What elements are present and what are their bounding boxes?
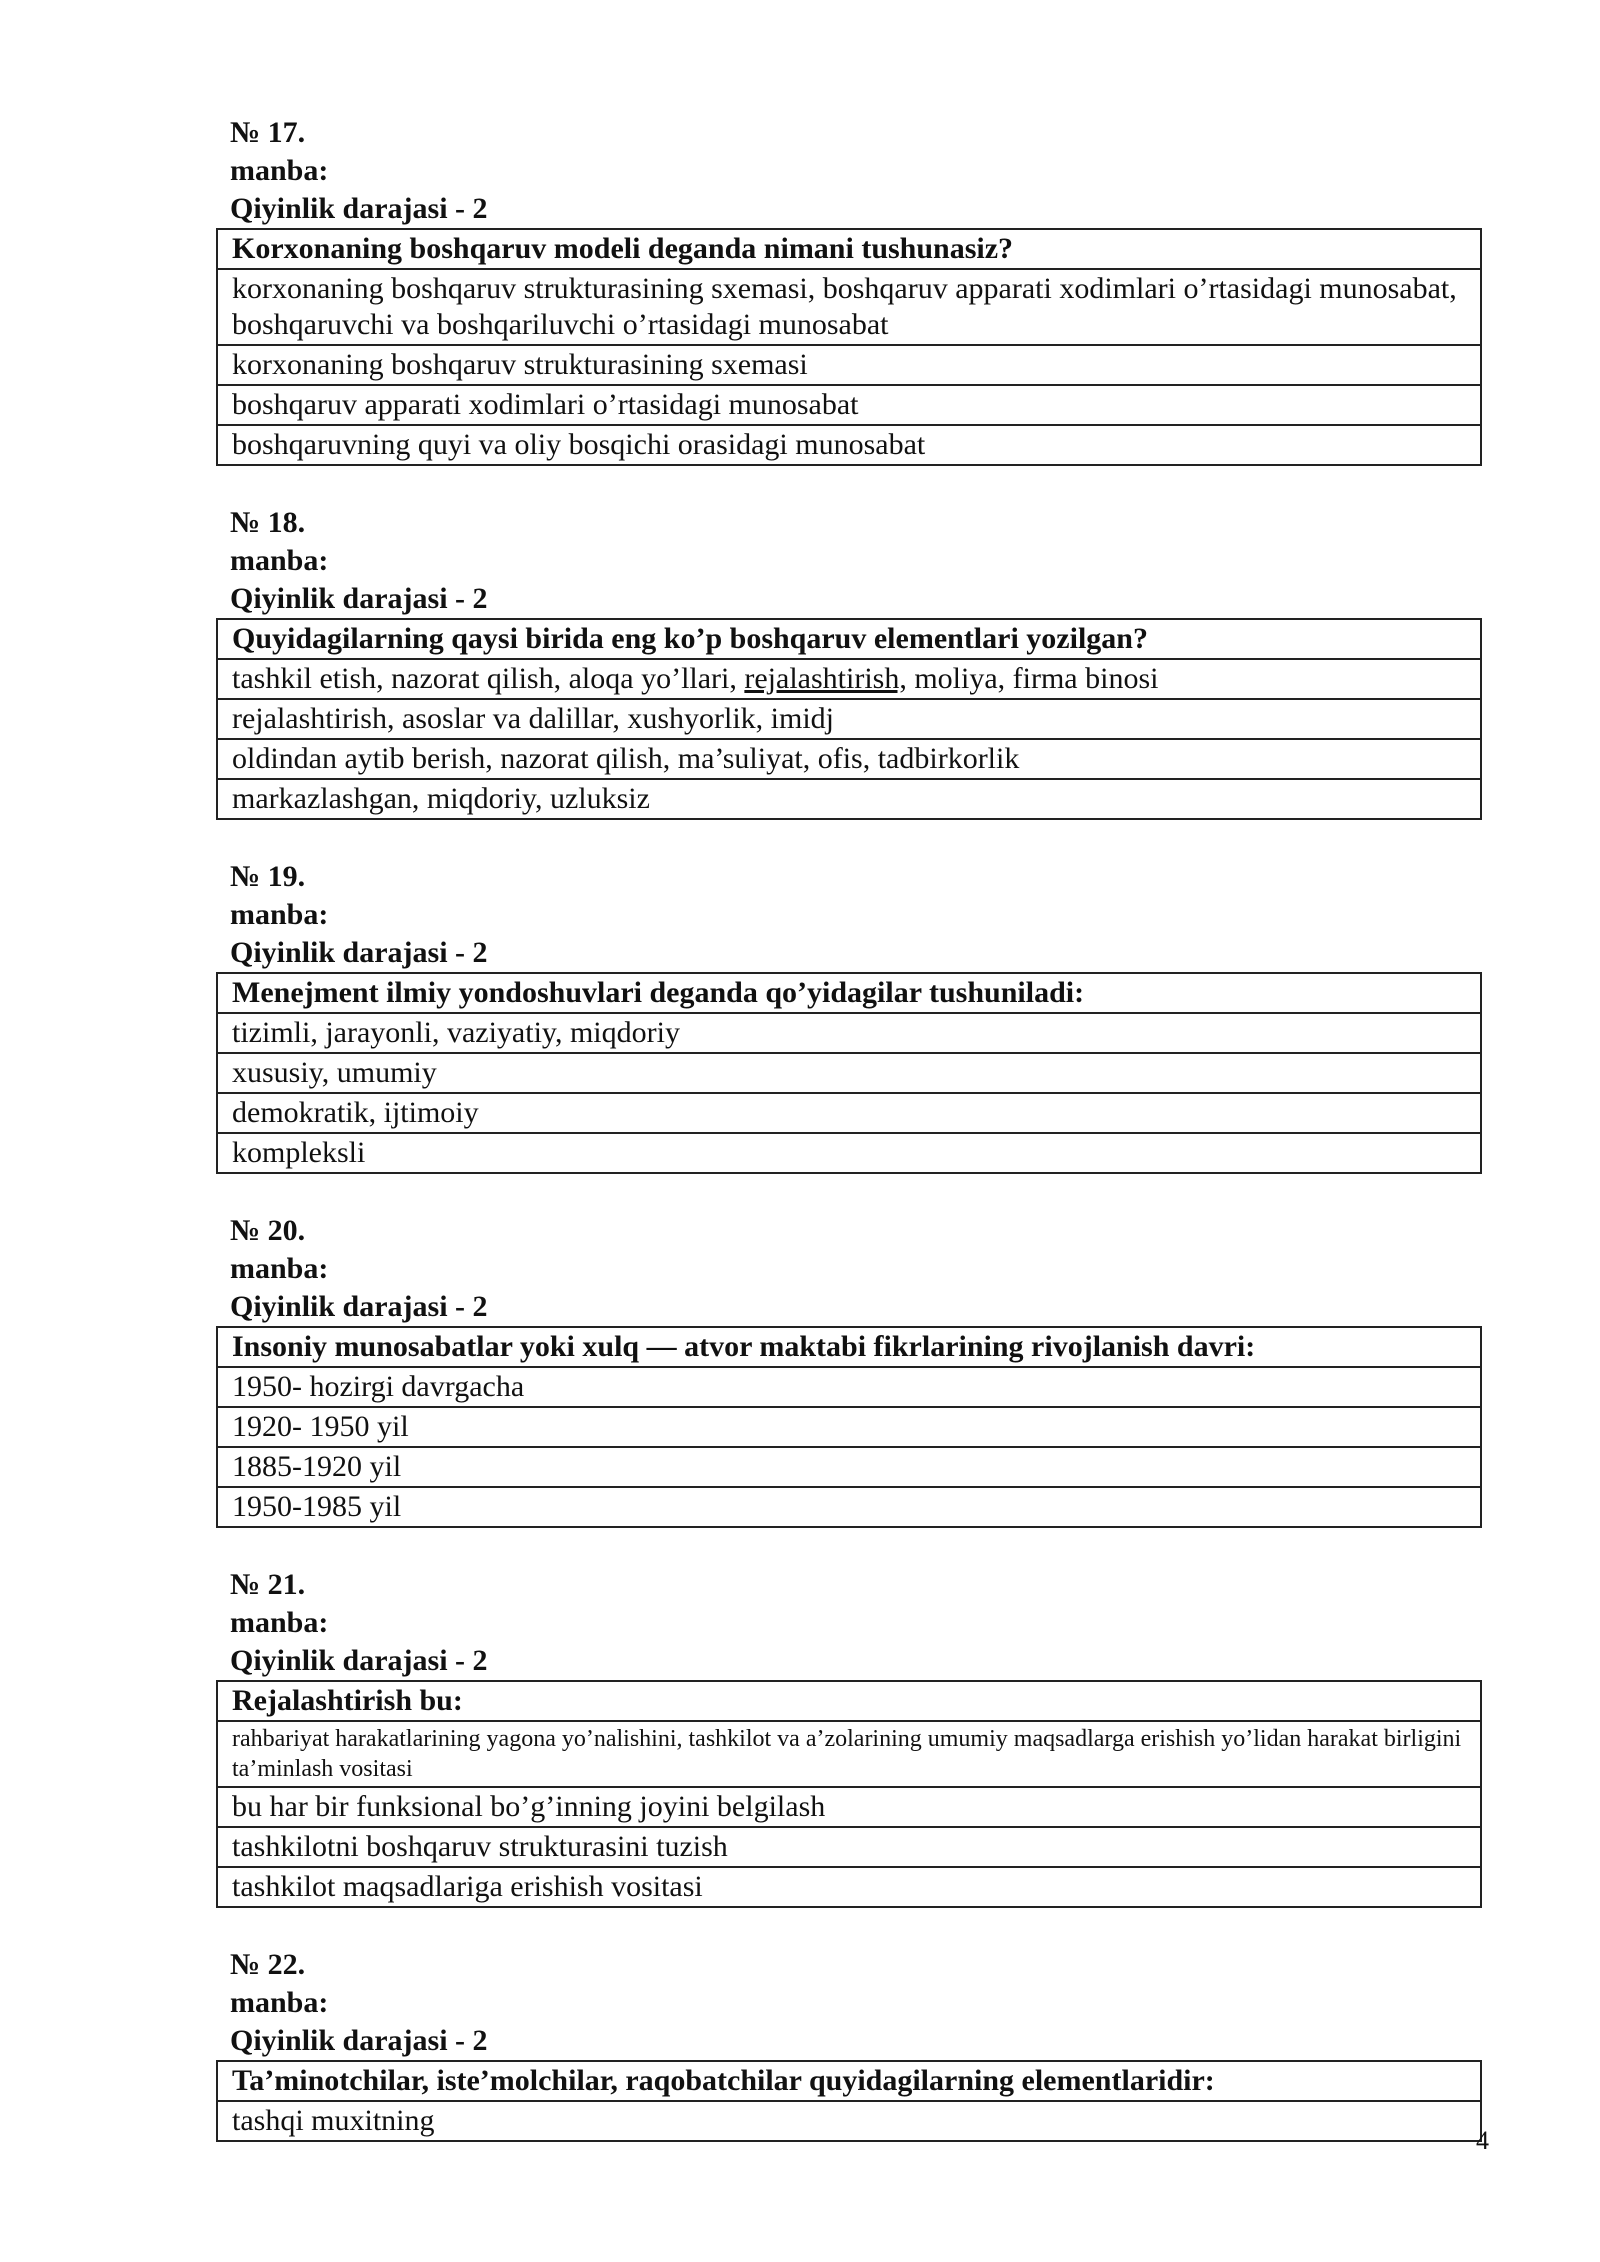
difficulty-label: Qiyinlik darajasi - 2 (230, 1290, 488, 1323)
question-number: № 21. (230, 1568, 306, 1601)
question-text: Rejalashtirish bu: (232, 1684, 463, 1717)
answer-option: korxonaning boshqaruv strukturasining sxemasi, boshqaruv apparati xodimlari o’rtasidagi munosabat, boshqaruvchi va boshqariluvchi o’rtasidagi munosabat (218, 268, 1480, 344)
answer-option: markazlashgan, miqdoriy, uzluksiz (218, 778, 1480, 818)
source-label: manba: (230, 154, 329, 187)
question-number: № 19. (230, 860, 306, 893)
answer-option: boshqaruvning quyi va oliy bosqichi orasidagi munosabat (218, 424, 1480, 464)
source-label: manba: (230, 898, 329, 931)
question-text: Ta’minotchilar, iste’molchilar, raqobatchilar quyidagilarning elementlaridir: (232, 2064, 1215, 2097)
difficulty-label: Qiyinlik darajasi - 2 (230, 936, 488, 969)
answer-option: rahbariyat harakatlarining yagona yo’nalishini, tashkilot va a’zolarining umumiy maqsadlarga erishish yo’lidan harakat birligini ta’minlash vositasi (218, 1720, 1480, 1786)
answer-option: korxonaning boshqaruv strukturasining sxemasi (218, 344, 1480, 384)
question-text: Korxonaning boshqaruv modeli deganda nimani tushunasiz? (232, 232, 1014, 265)
difficulty-label: Qiyinlik darajasi - 2 (230, 582, 488, 615)
answer-option: tashkilot maqsadlariga erishish vositasi (218, 1866, 1480, 1906)
answer-option: oldindan aytib berish, nazorat qilish, ma’suliyat, ofis, tadbirkorlik (218, 738, 1480, 778)
answer-option: 1950- hozirgi davrgacha (218, 1366, 1480, 1406)
underlined-text: rejalashtirish, (744, 662, 907, 695)
question-block-21 (216, 1566, 1482, 1908)
question-block-18 (216, 504, 1482, 820)
question-table (216, 1680, 1482, 1908)
answer-option-text: moliya, firma binosi (906, 662, 1159, 695)
question-block-19 (216, 858, 1482, 1174)
question-table (216, 618, 1482, 820)
question-table (216, 228, 1482, 466)
answer-option: 1885-1920 yil (218, 1446, 1480, 1486)
page-number: 4 (1476, 2126, 1489, 2155)
question-number: № 17. (230, 116, 306, 149)
difficulty-label: Qiyinlik darajasi - 2 (230, 1644, 488, 1677)
question-table (216, 2060, 1482, 2142)
answer-option: 1950-1985 yil (218, 1486, 1480, 1526)
question-number: № 18. (230, 506, 306, 539)
question-table (216, 972, 1482, 1174)
answer-option: demokratik, ijtimoiy (218, 1092, 1480, 1132)
answer-option: 1920- 1950 yil (218, 1406, 1480, 1446)
answer-option: tizimli, jarayonli, vaziyatiy, miqdoriy (218, 1012, 1480, 1052)
answer-option: tashqi muxitning (218, 2100, 1480, 2140)
question-number: № 20. (230, 1214, 306, 1247)
answer-option: rejalashtirish, asoslar va dalillar, xushyorlik, imidj (218, 698, 1480, 738)
answer-option (218, 658, 1480, 698)
question-table (216, 1326, 1482, 1528)
difficulty-label: Qiyinlik darajasi - 2 (230, 192, 488, 225)
question-number: № 22. (230, 1948, 306, 1981)
answer-option: xususiy, umumiy (218, 1052, 1480, 1092)
question-text: Insoniy munosabatlar yoki xulq — atvor maktabi fikrlarining rivojlanish davri: (232, 1330, 1256, 1363)
answer-option: bu har bir funksional bo’g’inning joyini belgilash (218, 1786, 1480, 1826)
answer-option-text: tashkil etish, nazorat qilish, aloqa yo’llari, (232, 662, 745, 695)
answer-option: kompleksli (218, 1132, 1480, 1172)
difficulty-label: Qiyinlik darajasi - 2 (230, 2024, 488, 2057)
source-label: manba: (230, 1986, 329, 2019)
source-label: manba: (230, 544, 329, 577)
question-text: Menejment ilmiy yondoshuvlari deganda qo’yidagilar tushuniladi: (232, 976, 1085, 1009)
question-block-22 (216, 1946, 1482, 2142)
document-content (216, 114, 1482, 2180)
answer-option: tashkilotni boshqaruv strukturasini tuzish (218, 1826, 1480, 1866)
source-label: manba: (230, 1252, 329, 1285)
question-block-20 (216, 1212, 1482, 1528)
question-text: Quyidagilarning qaysi birida eng ko’p boshqaruv elementlari yozilgan? (232, 622, 1148, 655)
answer-option: boshqaruv apparati xodimlari o’rtasidagi munosabat (218, 384, 1480, 424)
question-block-17 (216, 114, 1482, 466)
source-label: manba: (230, 1606, 329, 1639)
